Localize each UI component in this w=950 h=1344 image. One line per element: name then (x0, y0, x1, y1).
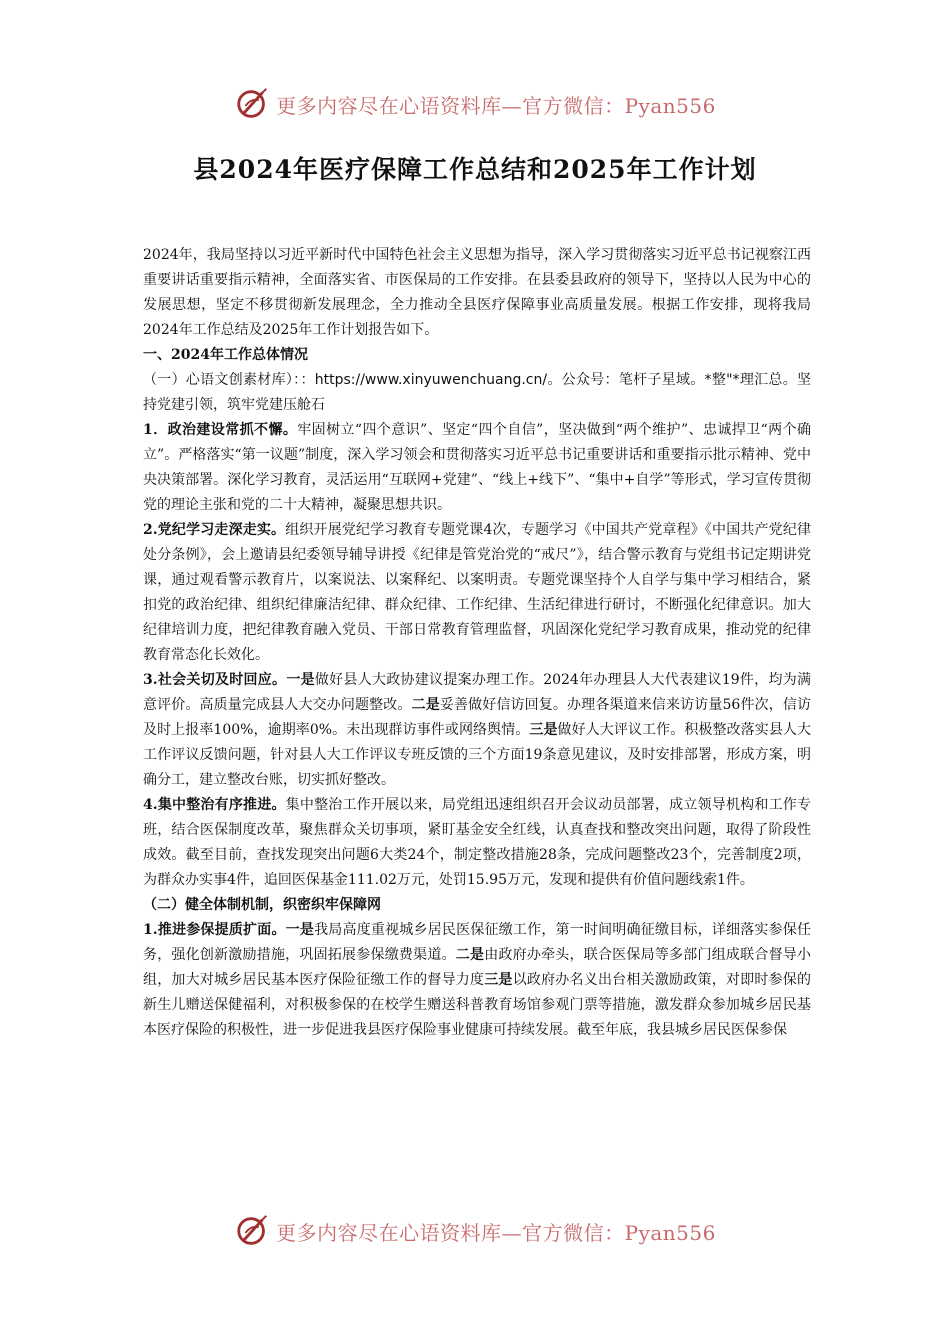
footer-banner-text: 更多内容尽在心语资料库—官方微信：Pyan556 (276, 1220, 716, 1245)
item-5-point-1-text: 我局高度重视城乡居民医保征缴工作，第一时间明确征缴目标，详细落实参保任务，强化创新激励措施，巩固拓展参保缴费渠道。 (143, 922, 812, 963)
item-3-point-3-lead: 三是 (529, 722, 558, 738)
item-3-point-1-text: 做好县人大政协建议提案办理工作。2024年办理县人大代表建议19件，均为满意评价。高质量完成县人大交办问题整改。 (143, 672, 811, 713)
item-5-point-3-lead: 三是 (484, 972, 513, 988)
item-2-paragraph (143, 518, 811, 668)
document-body (143, 243, 811, 1043)
header-banner (0, 80, 950, 128)
item-2-text: 组织开展党纪学习教育专题党课4次，专题学习《中国共产党章程》《中国共产党纪律处分条例》，会上邀请县纪委领导辅导讲授《纪律是管党治党的“戒尺”》，结合警示教育与党组书记定期讲党课，通过观看警示教育片，以案说法、以案释纪、以案明责。专题党课坚持个人自学与集中学习相结合，紧扣党的政治纪律、组织纪律廉洁纪律、群众纪律、工作纪律、生活纪律进行研讨，不断强化纪律意识。加大纪律培训力度，把纪律教育融入党员、干部日常教育管理监督，巩固深化党纪学习教育成果，推动党的纪律教育常态化长效化。 (143, 522, 812, 663)
subsection-heading-2: （二）健全体制机制，织密织牢保障网 (143, 897, 381, 913)
item-4-text: 集中整治工作开展以来，局党组迅速组织召开会议动员部署，成立领导机构和工作专班，结合医保制度改革，聚焦群众关切事项，紧盯基金安全红线，认真查找和整改突出问题，取得了阶段性成效。截至目前，查找发现突出问题6大类24个，制定整改措施28条，完成问题整改23个，完善制度2项，为群众办实事4件，追回医保基金111.02万元，处罚15.95万元，发现和提供有价值问题线索1件。 (143, 797, 811, 888)
header-banner-text: 更多内容尽在心语资料库—官方微信：Pyan556 (276, 93, 716, 118)
item-5-point-1-lead: 一是 (285, 922, 315, 938)
item-3-point-1-lead: 一是 (286, 672, 315, 688)
item-5-paragraph (143, 918, 811, 1043)
item-3-point-2-text: 妥善做好信访回复。办理各渠道来信来访访量56件次，信访及时上报率100%，逾期率0%。未出现群访事件或网络舆情。 (143, 697, 812, 738)
item-3-point-3-text: 做好人大评议工作。积极整改落实县人大工作评议反馈问题，针对县人大工作评议专班反馈的三个方面19条意见建议，及时安排部署，形成方案，明确分工，建立整改台账，切实抓好整改。 (143, 722, 812, 788)
intro-paragraph: 2024年，我局坚持以习近平新时代中国特色社会主义思想为指导，深入学习贯彻落实习近平总书记视察江西重要讲话重要指示精神，全面落实省、市医保局的工作安排。在县委县政府的领导下，坚持以人民为中心的发展思想，坚定不移贯彻新发展理念，全力推动全县医疗保障事业高质量发展。根据工作安排，现将我局2024年工作总结及2025年工作计划报告如下。 (143, 247, 811, 338)
item-5-point-2-text: 由政府办牵头，联合医保局等多部门组成联合督导小组，加大对城乡居民基本医疗保险征缴工作的督导力度 (143, 947, 812, 988)
item-5-point-3-text: 以政府办名义出台相关激励政策，对即时参保的新生儿赠送保健福利，对积极参保的在校学生赠送科普教育场馆参观门票等措施，激发群众参加城乡居民基本医疗保险的积极性，进一步促进我县医疗保险事业健康可持续发展。截至年底，我县城乡居民医保参保 (143, 972, 812, 1038)
item-4-paragraph (143, 793, 811, 893)
item-2-lead: 2.党纪学习走深走实。 (143, 522, 286, 538)
pen-logo-icon (234, 1212, 272, 1250)
item-1-paragraph (143, 418, 811, 518)
item-1-lead: 1．政治建设常抓不懈。 (143, 422, 298, 438)
item-5-lead: 1.推进参保提质扩面。 (143, 922, 286, 938)
footer-banner (0, 1207, 950, 1255)
subsection-heading-1: （一）心语文创素材库）：：https://www.xinyuwenchuang.cn/。公众号：笔杆子星域。*整"*理汇总。坚持党建引领，筑牢党建压舱石 (143, 372, 811, 413)
item-3-paragraph (143, 668, 811, 793)
item-3-lead: 3.社会关切及时回应。 (143, 672, 287, 688)
item-1-text: 牢固树立“四个意识”、坚定“四个自信”，坚决做到“两个维护”、忠诚捍卫“两个确立”。严格落实“第一议题”制度，深入学习领会和贯彻落实习近平总书记重要讲话和重要指示批示精神、党中央决策部署。深化学习教育，灵活运用“互联网+党建”、“线上+线下”、“集中+自学”等形式，学习宣传贯彻党的理论主张和党的二十大精神，凝聚思想共识。 (143, 422, 811, 513)
section-heading-1: 一、2024年工作总体情况 (143, 347, 308, 363)
item-5-point-2-lead: 二是 (455, 947, 485, 963)
item-3-point-2-lead: 二是 (411, 697, 440, 713)
pen-logo-icon (234, 85, 272, 123)
document-title: 县2024年医疗保障工作总结和2025年工作计划 (193, 155, 757, 184)
item-4-lead: 4.集中整治有序推进。 (143, 797, 286, 813)
